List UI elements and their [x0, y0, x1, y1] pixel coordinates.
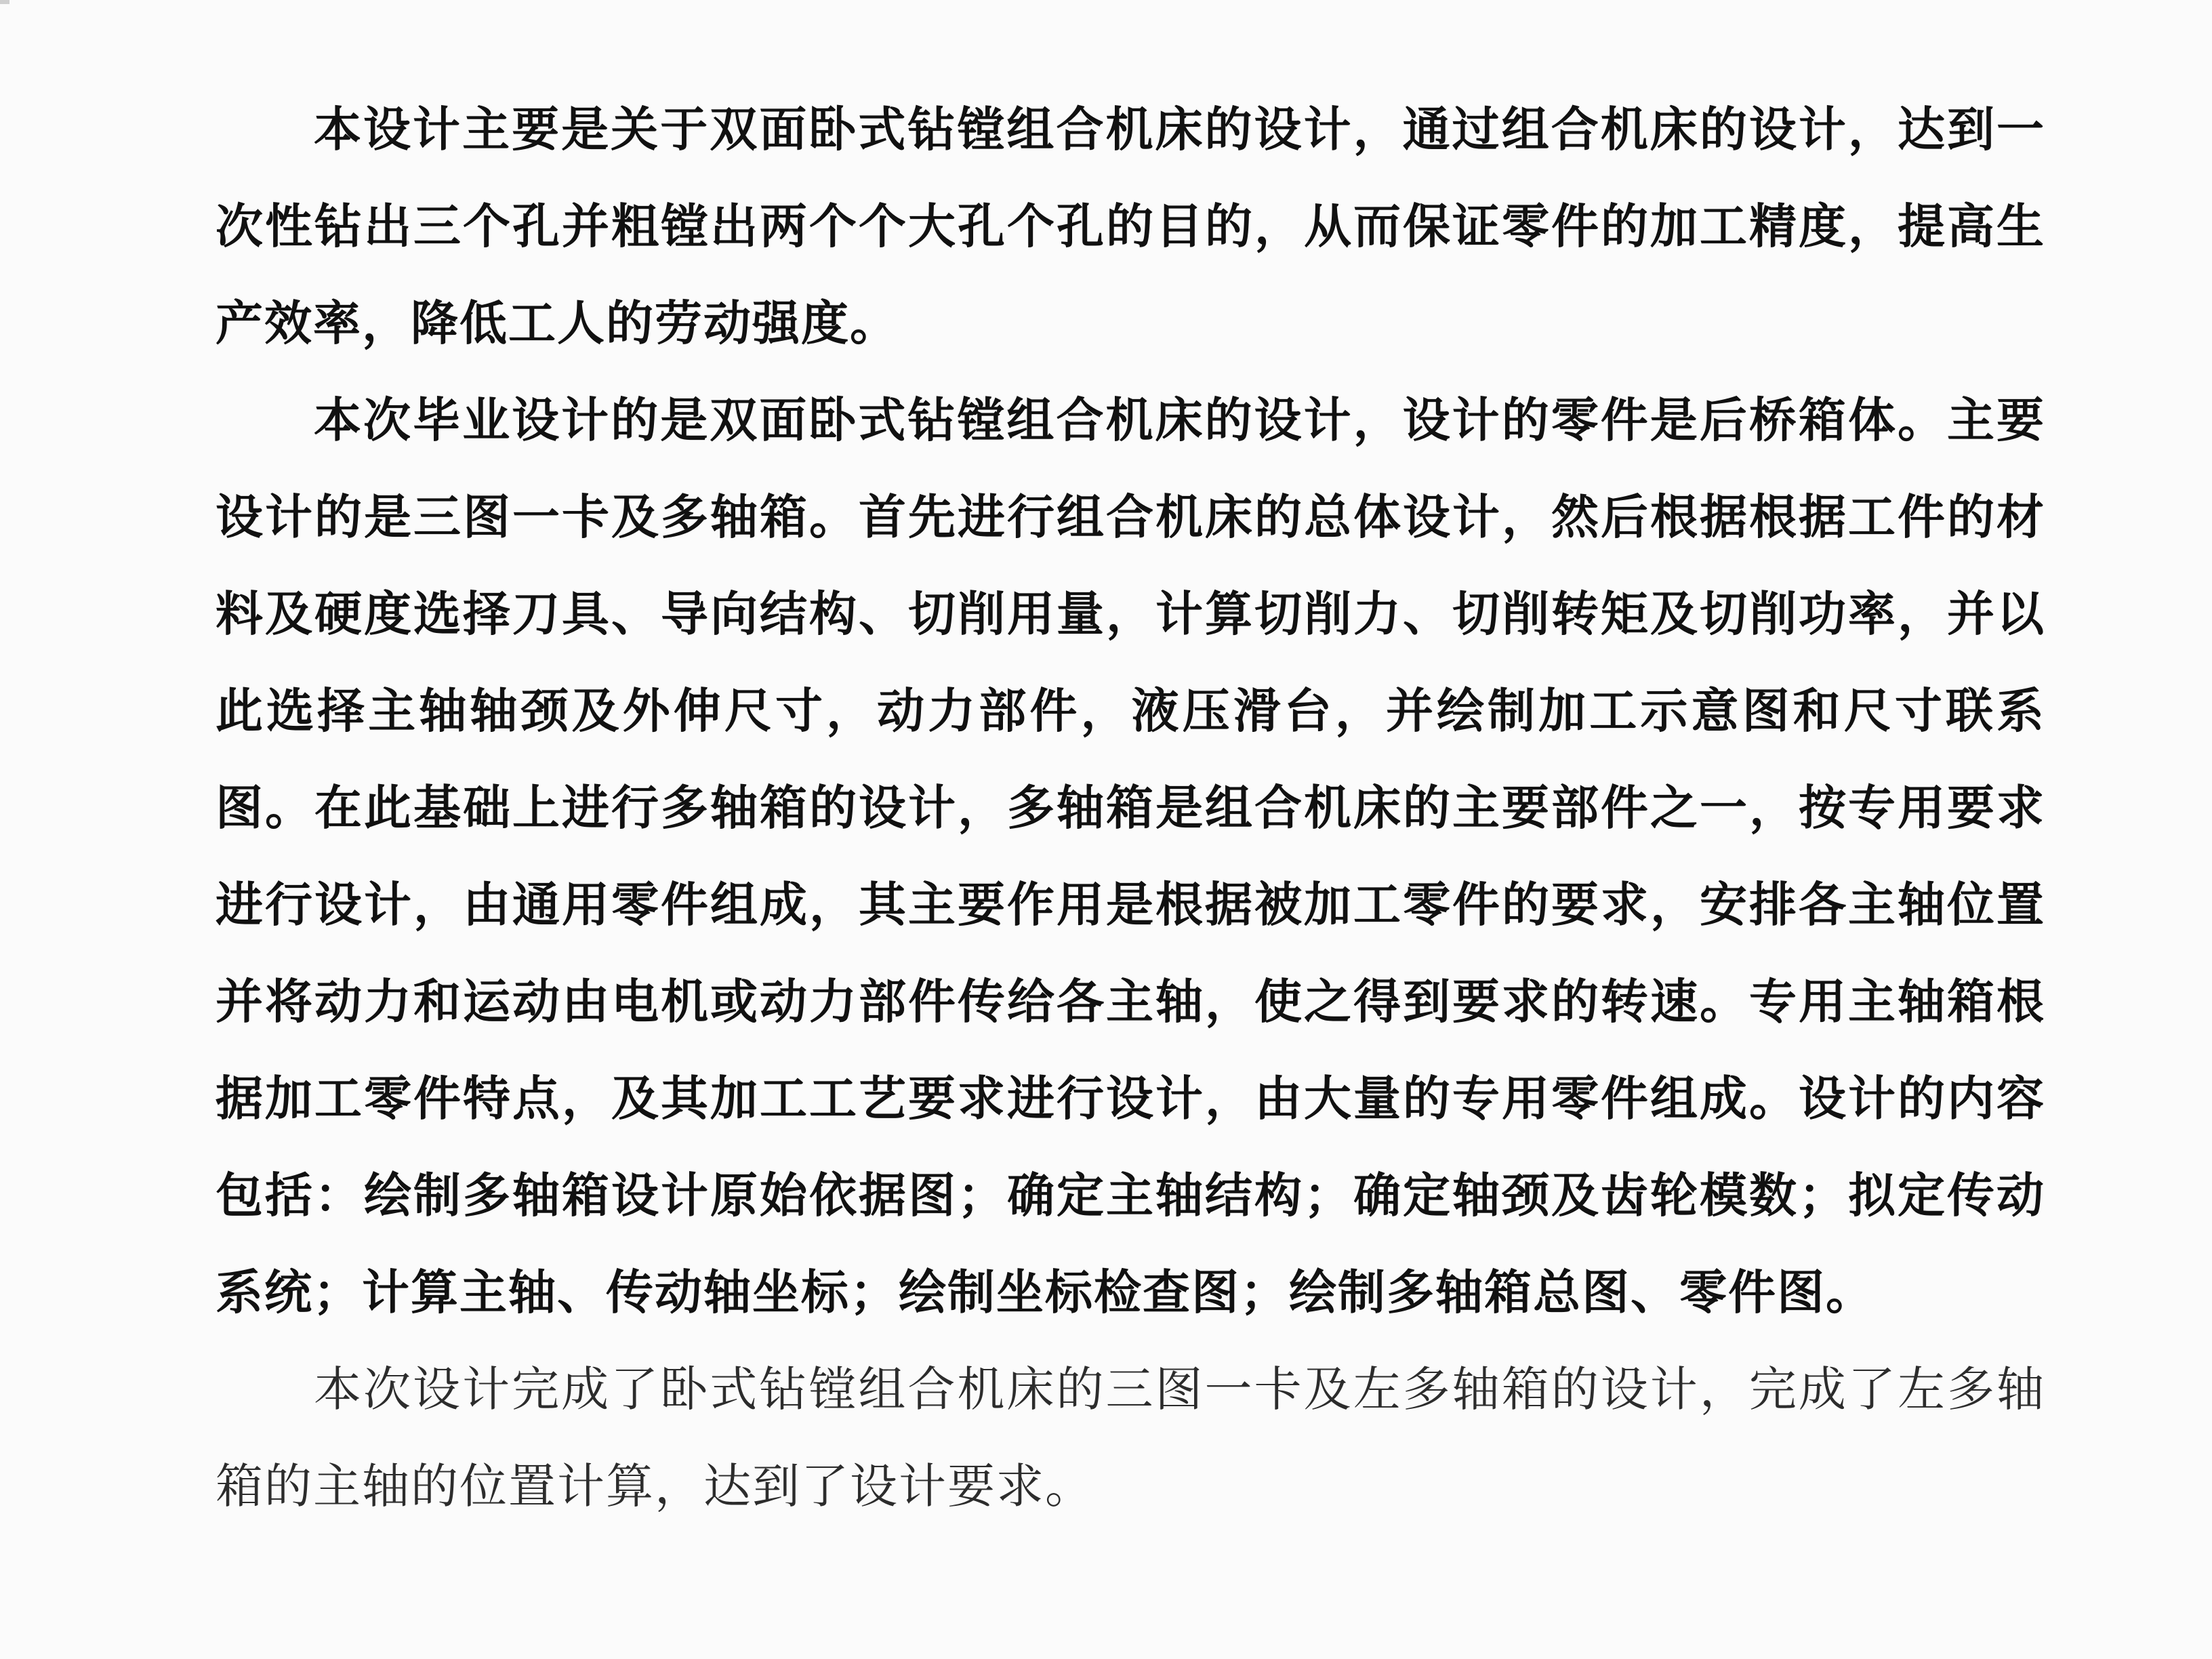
paragraph-2: 本次毕业设计的是双面卧式钻镗组合机床的设计，设计的零件是后桥箱体。主要设计的是三图一卡及多轴箱。首先进行组合机床的总体设计，然后根据根据工件的材料及硬度选择刀具、导向结构、切削用量，计算切削力、切削转矩及切削功率，并以此选择主轴轴颈及外伸尺寸，动力部件，液压滑台，并绘制加工示意图和尺寸联系图。在此基础上进行多轴箱的设计，多轴箱是组合机床的主要部件之一，按专用要求进行设计，由通用零件组成，其主要作用是根据被加工零件的要求，安排各主轴位置并将动力和运动由电机或动力部件传给各主轴，使之得到要求的转速。专用主轴箱根据加工零件特点，及其加工工艺要求进行设计，由大量的专用零件组成。设计的内容包括：绘制多轴箱设计原始依据图；确定主轴结构；确定轴颈及齿轮模数；拟定传动系统；计算主轴、传动轴坐标；绘制坐标检查图；绘制多轴箱总图、零件图。	[216, 392, 2045, 1320]
scan-corner-mark	[0, 0, 9, 4]
paragraph-1: 本设计主要是关于双面卧式钻镗组合机床的设计，通过组合机床的设计，达到一次性钻出三个孔并粗镗出两个个大孔个孔的目的，从而保证零件的加工精度，提高生产效率，降低工人的劳动强度。	[216, 102, 2045, 351]
paragraph-3: 本次设计完成了卧式钻镗组合机床的三图一卡及左多轴箱的设计，完成了左多轴箱的主轴的位置计算，达到了设计要求。	[216, 1361, 2045, 1514]
document-body	[216, 81, 2045, 1535]
